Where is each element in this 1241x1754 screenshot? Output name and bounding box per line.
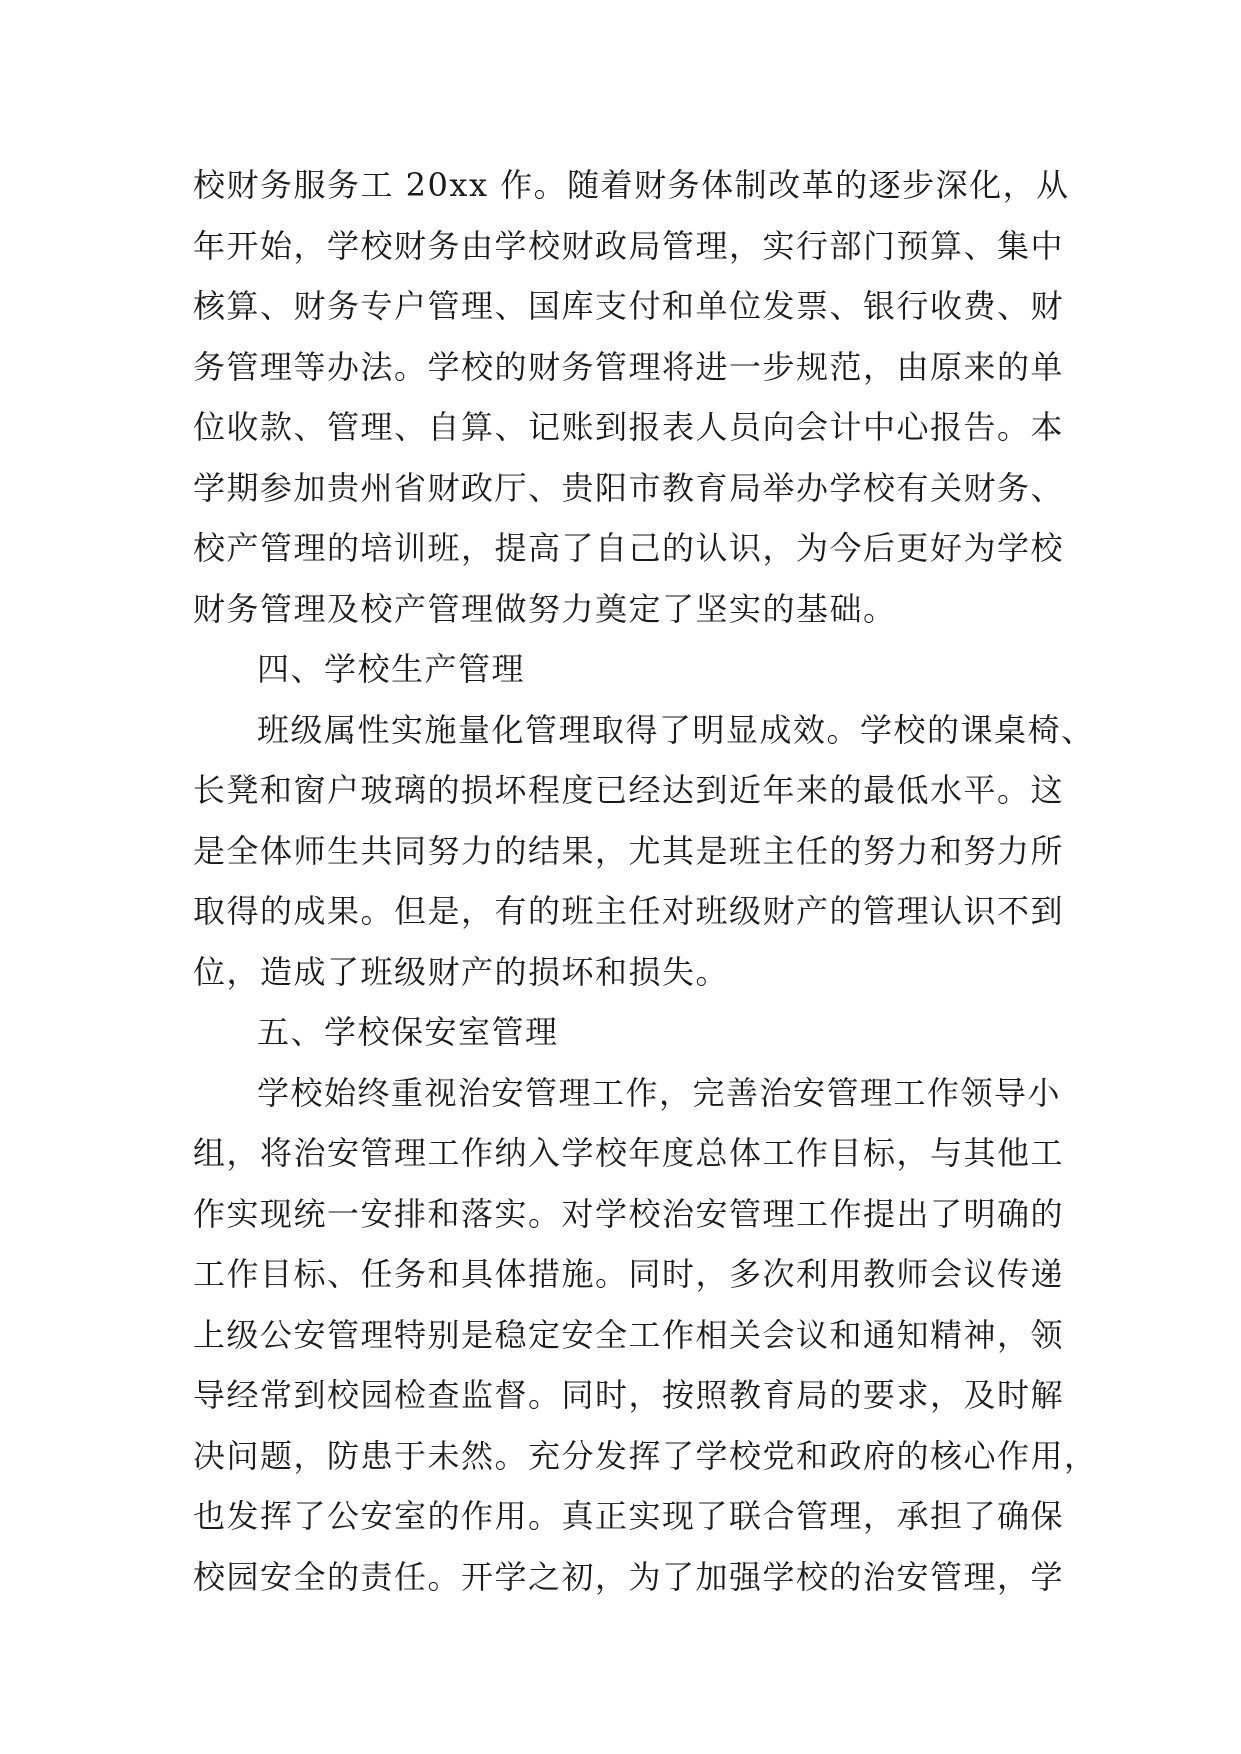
text-line: 务管理等办法。学校的财务管理将进一步规范，由原来的单 (193, 347, 1065, 386)
text-line: 工作目标、任务和具体措施。同时，多次利用教师会议传递 (193, 1255, 1065, 1293)
text-line: 也发挥了公安室的作用。真正实现了联合管理，承担了确保 (193, 1497, 1065, 1535)
section-heading: 四、学校生产管理 (257, 650, 526, 688)
section-heading: 五、学校保安室管理 (257, 1013, 559, 1051)
text-line: 核算、财务专户管理、国库支付和单位发票、银行收费、财 (193, 287, 1065, 325)
text-line: 导经常到校园检查监督。同时，按照教育局的要求，及时解 (193, 1376, 1065, 1414)
text-line: 财务管理及校产管理做努力奠定了坚实的基础。 (193, 589, 897, 628)
text-line: 作实现统一安排和落实。对学校治安管理工作提出了明确的 (193, 1194, 1065, 1233)
text-line: 组，将治安管理工作纳入学校年度总体工作目标，与其他工 (193, 1134, 1065, 1172)
text-line: 是全体师生共同努力的结果，尤其是班主任的努力和努力所 (193, 831, 1065, 870)
text-line: 上级公安管理特别是稳定安全工作相关会议和通知精神，领 (193, 1315, 1065, 1354)
text-line: 校园安全的责任。开学之初，为了加强学校的治安管理，学 (193, 1557, 1065, 1596)
text-line: 校财务服务工 20xx 作。随着财务体制改革的逐步深化，从 (193, 166, 1070, 204)
text-line: 取得的成果。但是，有的班主任对班级财产的管理认识不到 (193, 892, 1065, 930)
text-line: 位，造成了班级财产的损坏和损失。 (193, 952, 730, 991)
text-line: 长凳和窗户玻璃的损坏程度已经达到近年来的最低水平。这 (193, 771, 1065, 809)
text-line: 年开始，学校财务由学校财政局管理，实行部门预算、集中 (193, 226, 1065, 265)
text-line: 学期参加贵州省财政厅、贵阳市教育局举办学校有关财务、 (193, 468, 1065, 507)
text-line: 决问题，防患于未然。充分发挥了学校党和政府的核心作用， (193, 1436, 1098, 1475)
text-line: 位收款、管理、自算、记账到报表人员向会计中心报告。本 (193, 408, 1065, 446)
text-line: 学校始终重视治安管理工作，完善治安管理工作领导小 (257, 1073, 1062, 1112)
text-line: 校产管理的培训班，提高了自己的认识，为今后更好为学校 (193, 529, 1065, 567)
document-body (193, 155, 1098, 1607)
text-line: 班级属性实施量化管理取得了明显成效。学校的课桌椅、 (257, 710, 1095, 749)
